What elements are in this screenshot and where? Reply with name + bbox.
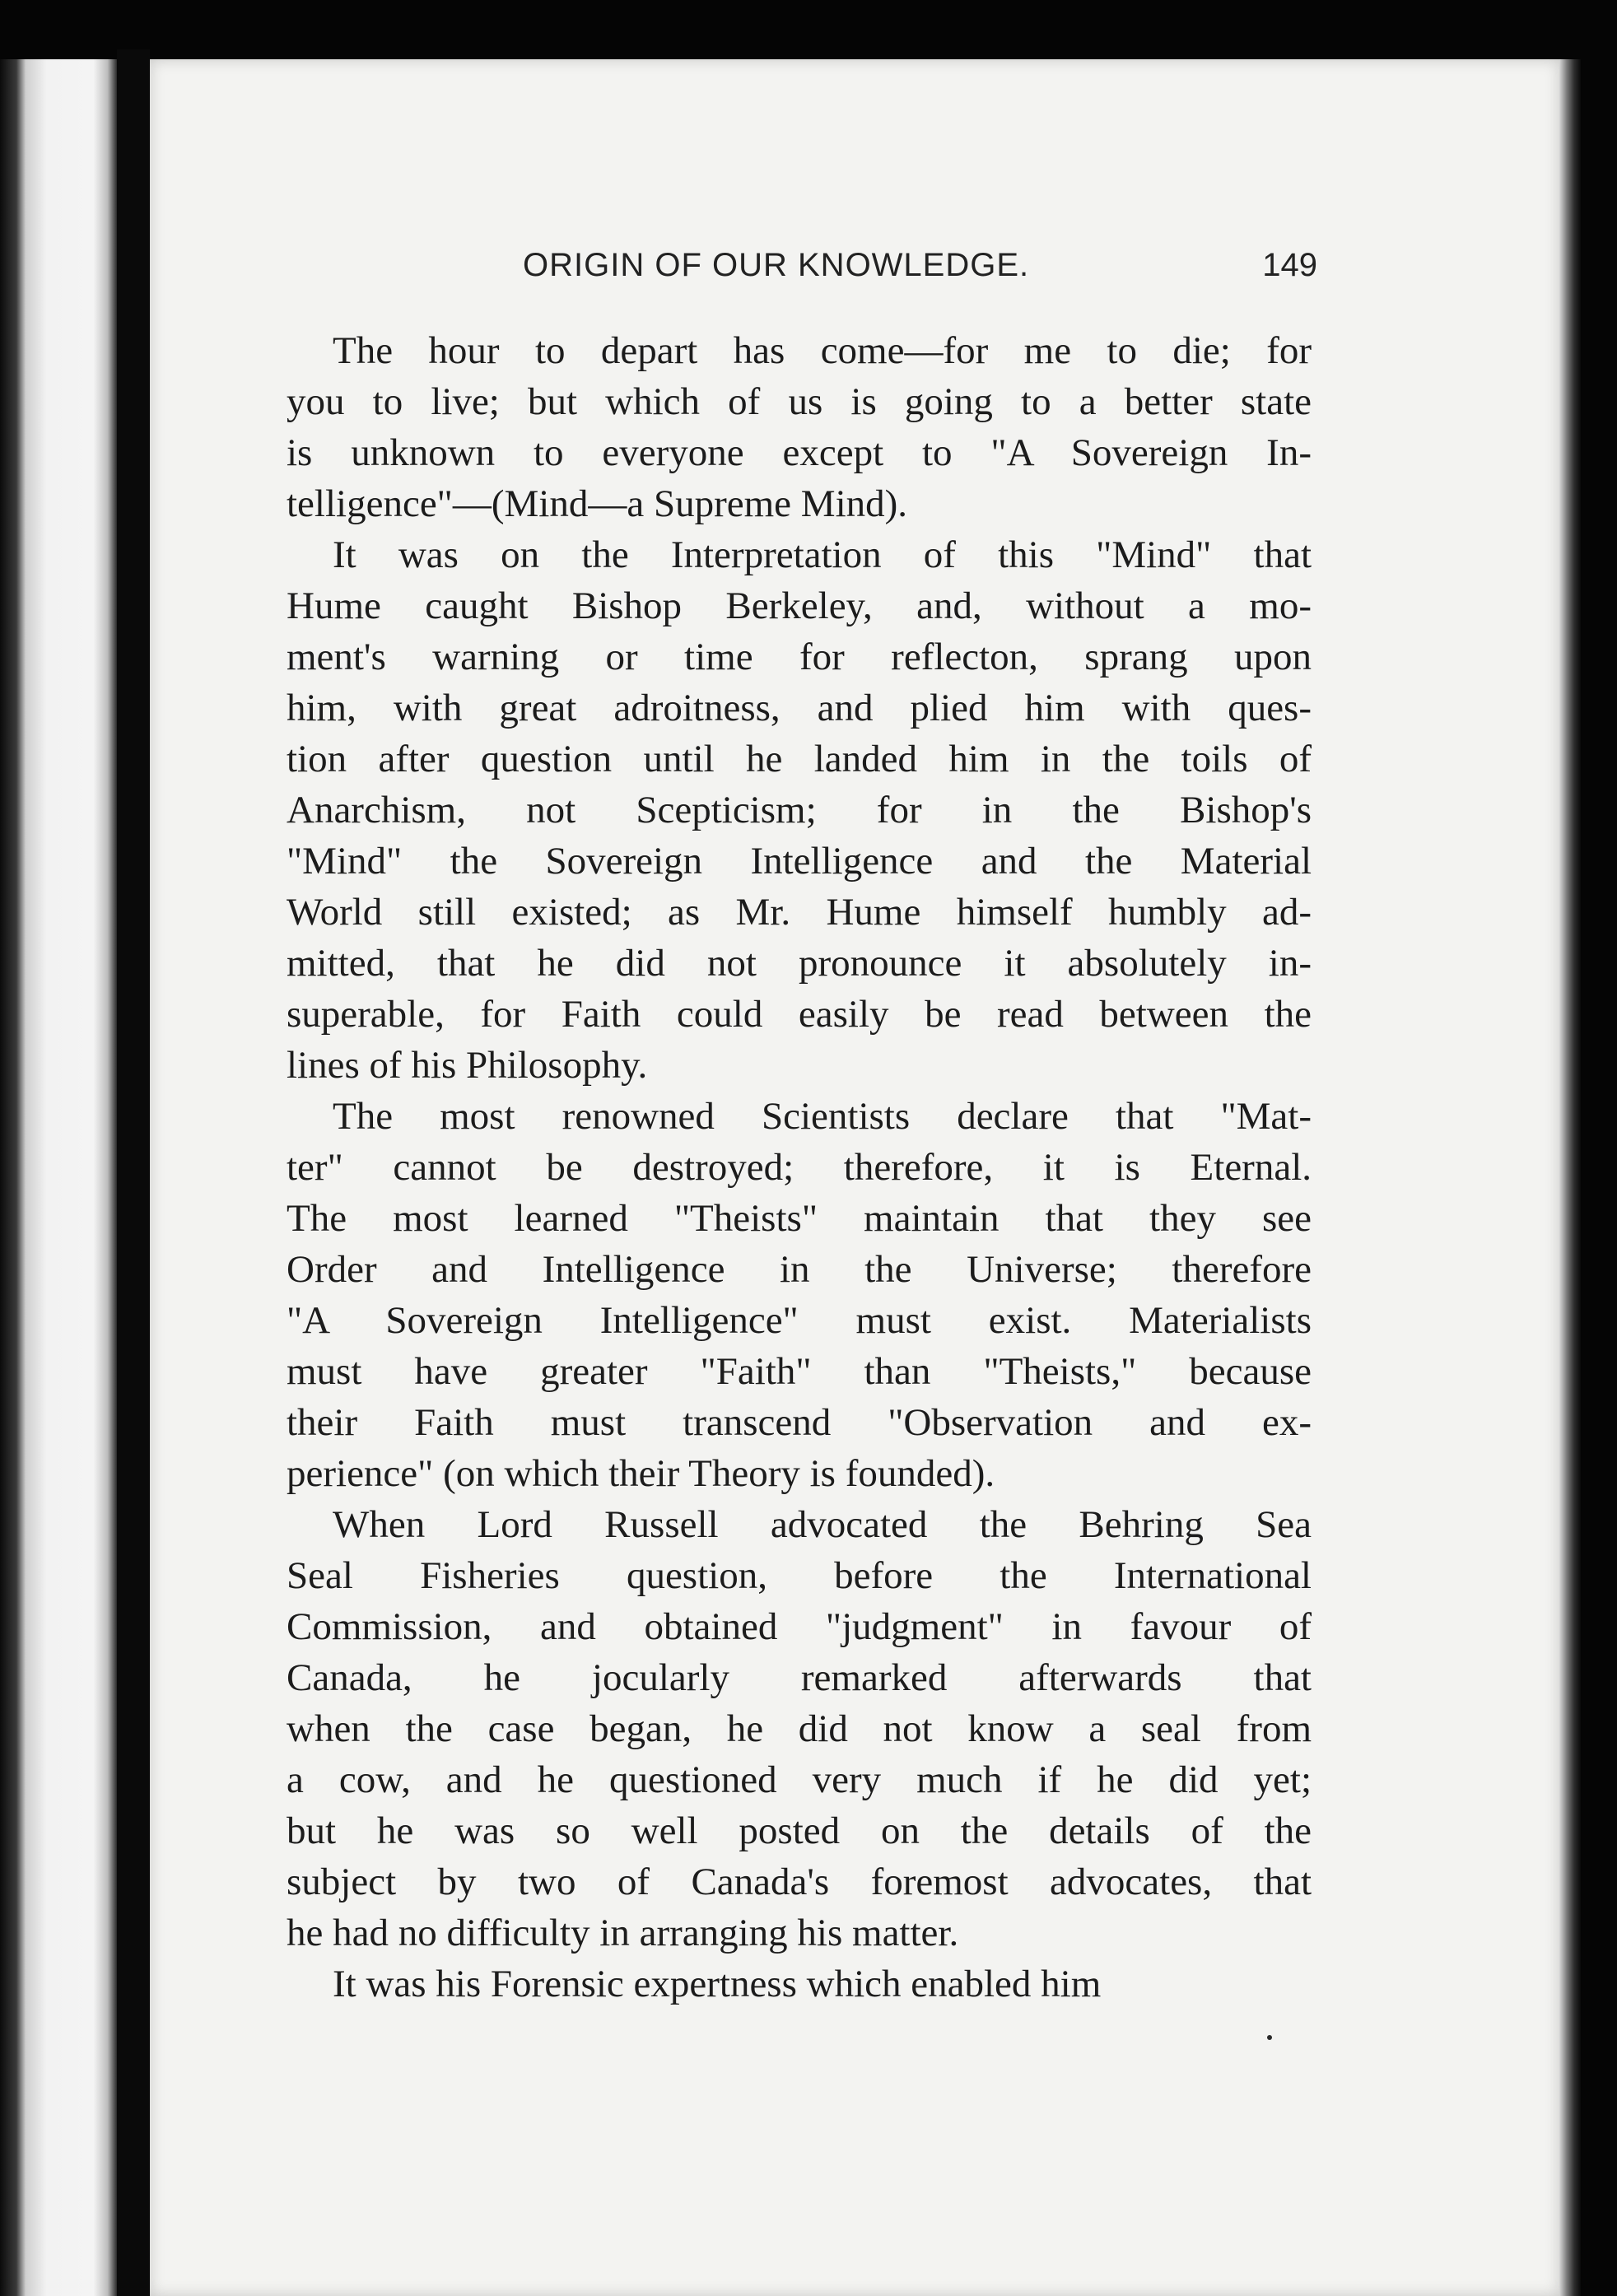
text-line: mitted, that he did not pronounce it absolutely in- xyxy=(287,942,1312,985)
text-line: World still existed; as Mr. Hume himself humbly ad- xyxy=(287,891,1312,934)
book-gutter xyxy=(117,49,150,2296)
text-line: Commission, and obtained "judgment" in favour of xyxy=(287,1605,1312,1648)
text-line: The most renowned Scientists declare that "Mat- xyxy=(333,1095,1312,1138)
text-line: It was his Forensic expertness which enabled him xyxy=(333,1963,1102,2005)
text-line: perience" (on which their Theory is founded). xyxy=(287,1452,995,1495)
text-line: him, with great adroitness, and plied him with ques- xyxy=(287,687,1312,729)
text-line: tion after question until he landed him in the toils of xyxy=(287,738,1312,780)
text-line: but he was so well posted on the details of the xyxy=(287,1809,1312,1852)
page-header xyxy=(523,247,1317,296)
text-line: The hour to depart has come—for me to die; for xyxy=(333,329,1312,372)
text-line: must have greater "Faith" than "Theists," because xyxy=(287,1350,1312,1393)
left-page-edge xyxy=(0,59,117,2296)
page-number: 149 xyxy=(1262,247,1317,283)
text-line: It was on the Interpretation of this "Mind" that xyxy=(333,533,1312,576)
text-line: Seal Fisheries question, before the International xyxy=(287,1554,1312,1597)
text-line: telligence"—(Mind—a Supreme Mind). xyxy=(287,482,908,525)
ink-speck xyxy=(1267,2035,1272,2040)
text-line: Anarchism, not Scepticism; for in the Bishop's xyxy=(287,789,1312,831)
text-line: he had no difficulty in arranging his matter. xyxy=(287,1912,959,1954)
text-line: ter" cannot be destroyed; therefore, it is Eternal. xyxy=(287,1146,1312,1189)
text-line: superable, for Faith could easily be read between the xyxy=(287,993,1312,1036)
text-line: when the case began, he did not know a seal from xyxy=(287,1707,1312,1750)
right-page-edge xyxy=(1559,59,1581,2296)
text-line: "A Sovereign Intelligence" must exist. Materialists xyxy=(287,1299,1312,1342)
text-line: subject by two of Canada's foremost advocates, that xyxy=(287,1861,1312,1903)
text-line: their Faith must transcend "Observation and ex- xyxy=(287,1401,1312,1444)
body-text xyxy=(287,325,1312,2010)
text-line: you to live; but which of us is going to a better state xyxy=(287,380,1312,423)
text-line: Hume caught Bishop Berkeley, and, without a mo- xyxy=(287,584,1312,627)
text-line: "Mind" the Sovereign Intelligence and the Material xyxy=(287,840,1312,883)
text-line: Order and Intelligence in the Universe; therefore xyxy=(287,1248,1312,1291)
running-head: ORIGIN OF OUR KNOWLEDGE. xyxy=(523,247,1030,283)
text-line: The most learned "Theists" maintain that they see xyxy=(287,1197,1312,1240)
text-line: Canada, he jocularly remarked afterwards that xyxy=(287,1656,1312,1699)
text-line: lines of his Philosophy. xyxy=(287,1044,648,1087)
text-line: a cow, and he questioned very much if he did yet; xyxy=(287,1758,1312,1801)
text-line: When Lord Russell advocated the Behring Sea xyxy=(333,1503,1312,1546)
text-line: is unknown to everyone except to "A Sovereign In- xyxy=(287,431,1312,474)
text-line: ment's warning or time for reflecton, sprang upon xyxy=(287,636,1312,678)
